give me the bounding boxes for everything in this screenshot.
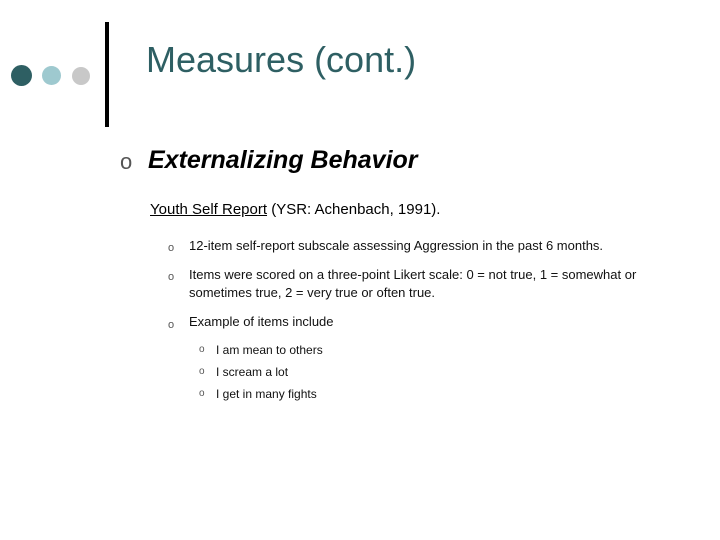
bullet-icon: o xyxy=(199,366,205,377)
list-item: 12-item self-report subscale assessing Aggression in the past 6 months. xyxy=(189,238,604,253)
example-item: I get in many fights xyxy=(216,387,317,401)
source-line xyxy=(150,200,440,220)
list-item: Example of items include xyxy=(189,314,334,329)
bullet-icon: o xyxy=(168,242,175,254)
slide-title: Measures (cont.) xyxy=(146,39,417,80)
decor-dot-dark xyxy=(11,65,32,86)
decor-dot-grey xyxy=(72,67,90,85)
source-title: Youth Self Report xyxy=(150,201,268,218)
bullet-icon: o xyxy=(168,271,175,283)
bullet-icon: o xyxy=(199,388,205,399)
bullet-icon: o xyxy=(120,149,133,174)
list-item-continuation: sometimes true, 2 = very true or often true. xyxy=(189,285,436,300)
source-citation: (YSR: Achenbach, 1991). xyxy=(267,201,441,218)
section-heading: Externalizing Behavior xyxy=(148,146,418,174)
decor-dot-teal xyxy=(42,66,61,85)
list-item: Items were scored on a three-point Likert scale: 0 = not true, 1 = somewhat or xyxy=(189,267,637,282)
bullet-icon: o xyxy=(168,319,175,331)
title-divider xyxy=(105,22,109,127)
bullet-icon: o xyxy=(199,344,205,355)
example-item: I scream a lot xyxy=(216,365,289,379)
example-item: I am mean to others xyxy=(216,343,323,357)
